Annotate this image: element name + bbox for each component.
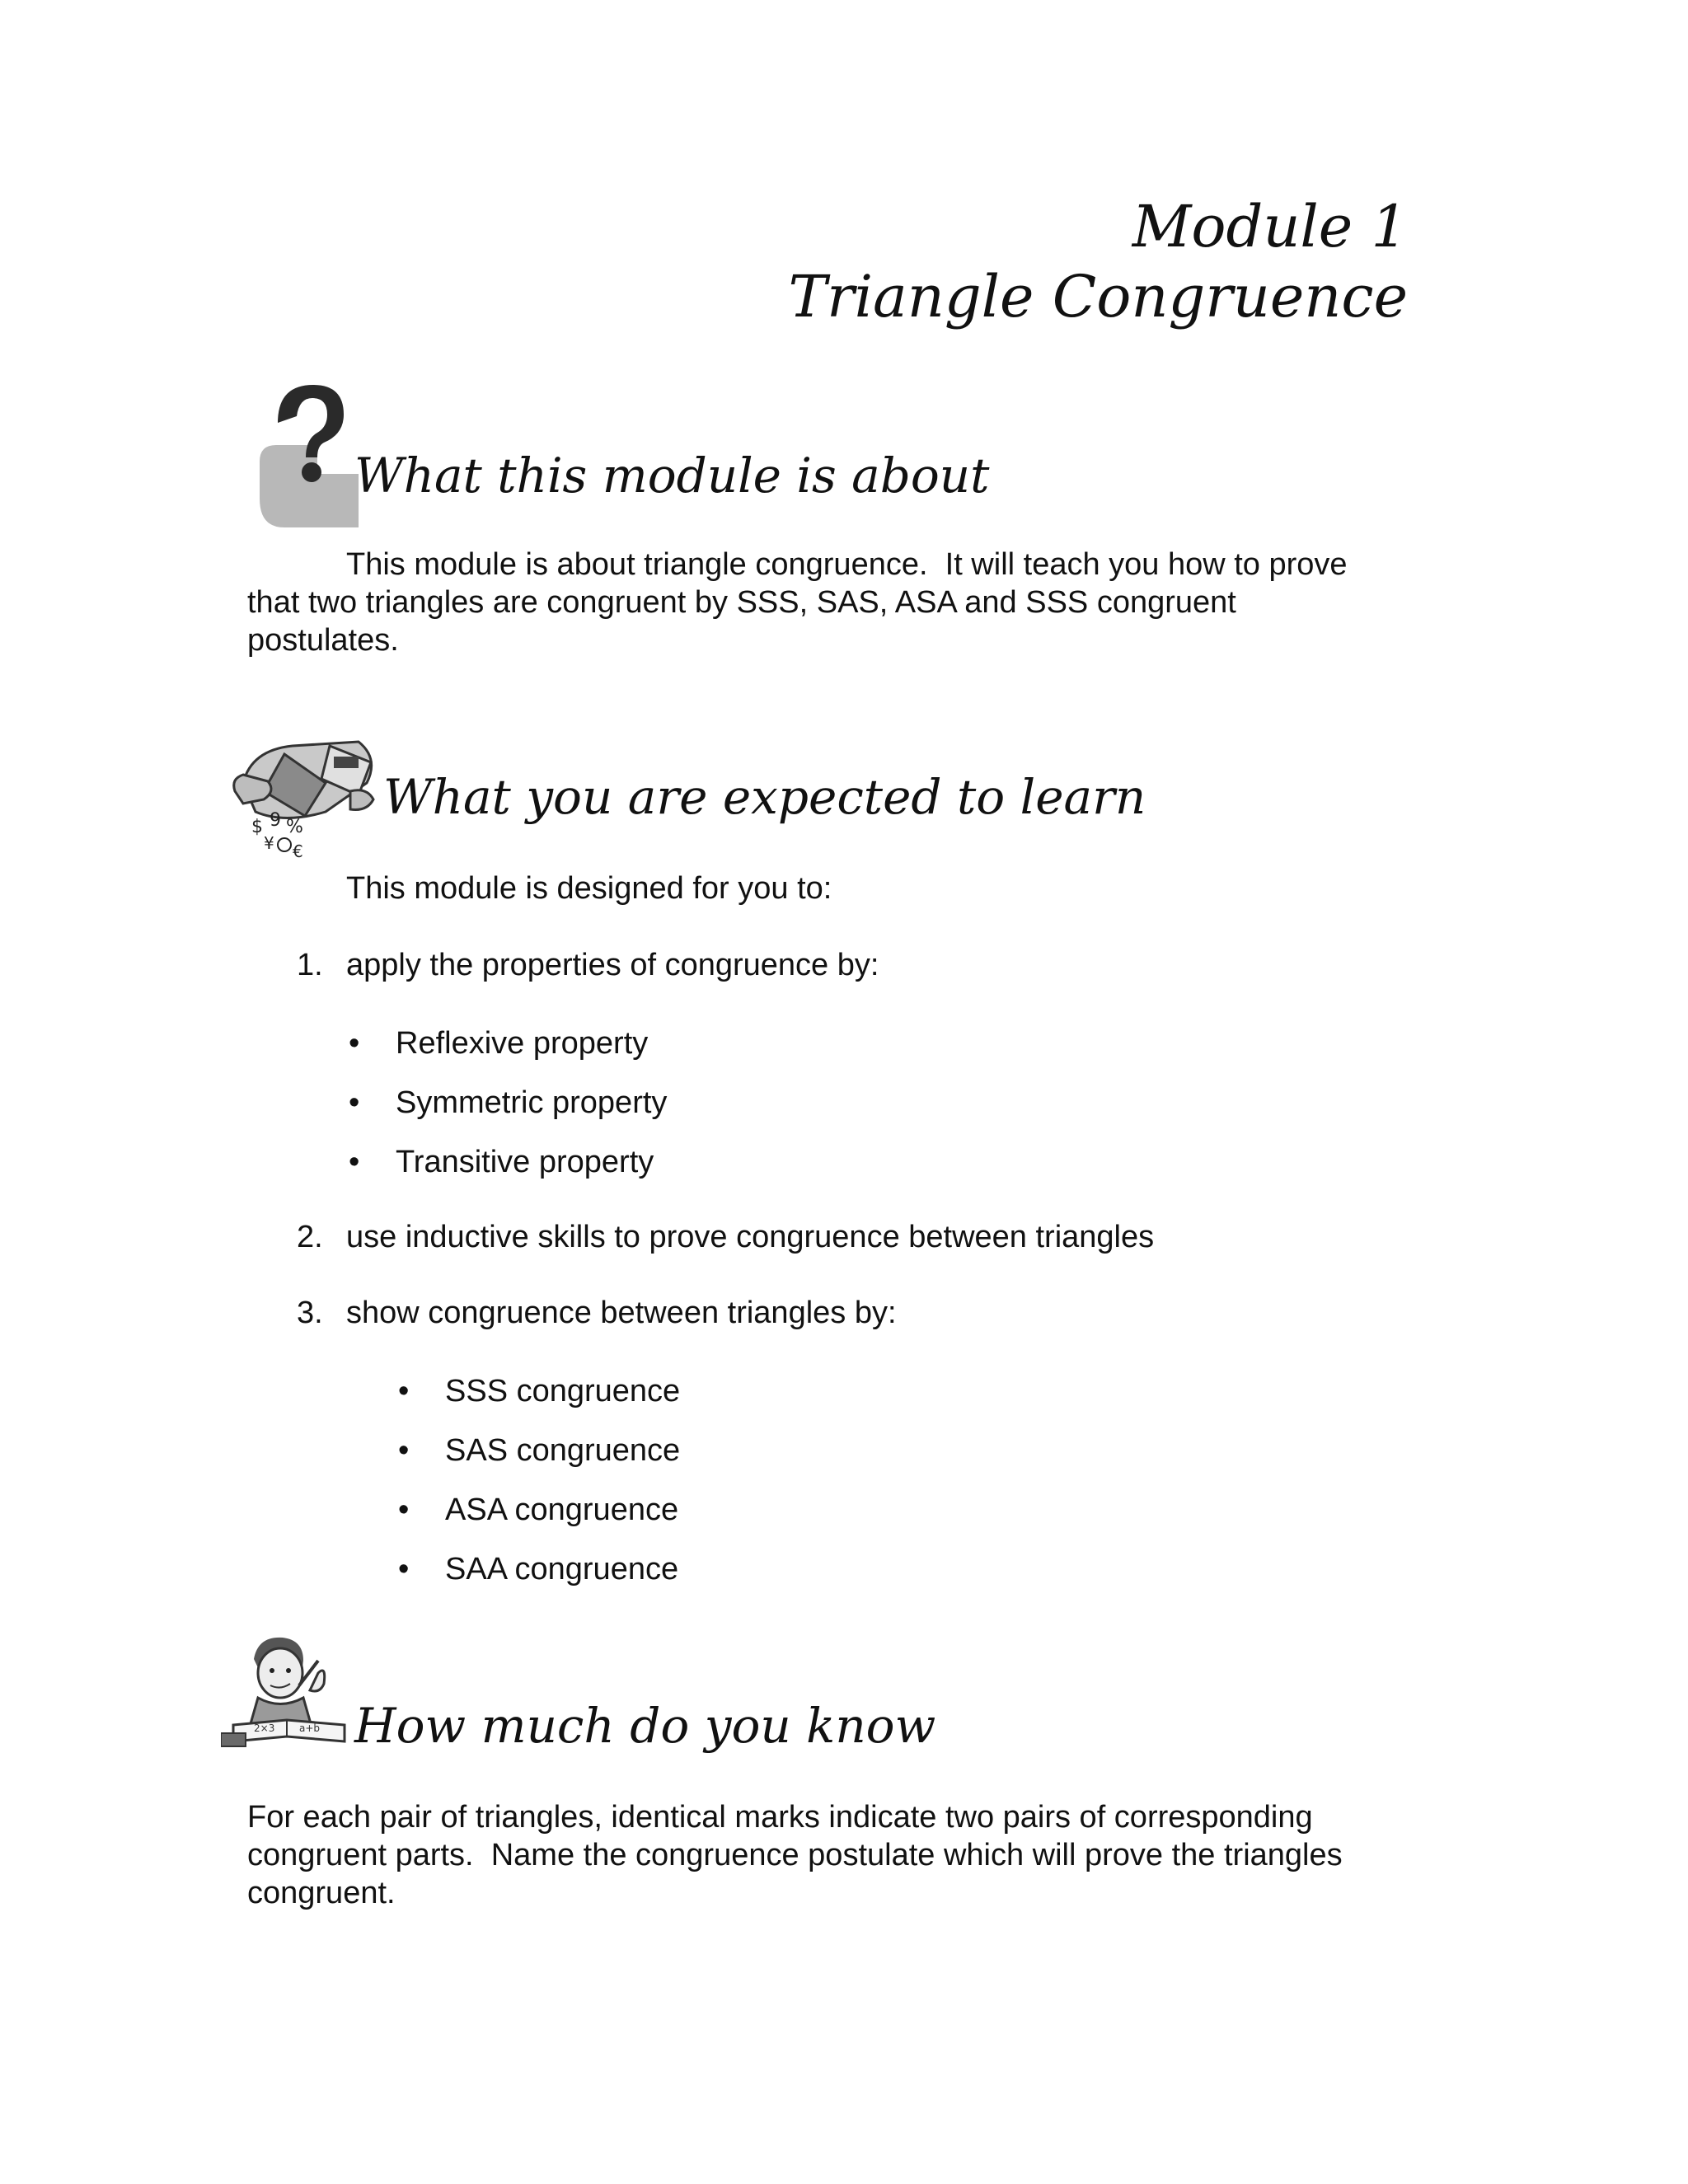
svg-text:¥: ¥ xyxy=(264,833,274,853)
know-paragraph xyxy=(247,1798,1451,1912)
item-1-bullet-2: • Symmetric property xyxy=(396,1084,667,1122)
svg-text:€: € xyxy=(293,841,303,861)
item-1-text: apply the properties of congruence by: xyxy=(346,948,879,982)
know-heading: How much do you know xyxy=(354,1698,936,1754)
svg-text:%: % xyxy=(286,817,303,837)
question-mark-icon xyxy=(251,375,367,532)
item-1-bullet-1: • Reflexive property xyxy=(396,1024,648,1062)
know-line-3: congruent. xyxy=(247,1876,396,1910)
about-paragraph xyxy=(247,546,1451,659)
about-line-2: that two triangles are congruent by SSS, SAS, ASA and SSS congruent xyxy=(247,585,1236,620)
item-1-bullet-3: • Transitive property xyxy=(396,1143,654,1181)
item-3-bullet-4: • SAA congruence xyxy=(445,1550,678,1588)
know-line-2: congruent parts. Name the congruence postulate which will prove the triangles xyxy=(247,1838,1343,1872)
item-3-text: show congruence between triangles by: xyxy=(346,1296,897,1330)
item-3-bullet-3: • ASA congruence xyxy=(445,1491,678,1529)
svg-text:9: 9 xyxy=(270,810,281,831)
item-3-bullet-1: • SSS congruence xyxy=(445,1372,680,1410)
student-thinking-icon xyxy=(221,1628,353,1760)
about-line-3: postulates. xyxy=(247,623,399,658)
expected-heading: What you are expected to learn xyxy=(383,769,1146,825)
item-2-text: use inductive skills to prove congruence between triangles xyxy=(346,1220,1155,1254)
about-heading: What this module is about xyxy=(354,448,990,504)
know-line-1: For each pair of triangles, identical marks indicate two pairs of corresponding xyxy=(247,1800,1313,1835)
item-1-number: 1. xyxy=(297,948,323,982)
item-3-number: 3. xyxy=(297,1296,323,1330)
svg-text:a+b: a+b xyxy=(299,1722,321,1734)
svg-text:2×3: 2×3 xyxy=(254,1722,275,1734)
item-3-bullet-2: • SAS congruence xyxy=(445,1432,680,1469)
module-label: Module 1 xyxy=(1132,193,1408,260)
item-2-number: 2. xyxy=(297,1220,323,1254)
about-line-1: This module is about triangle congruence. It will teach you how to prove xyxy=(346,547,1348,582)
expected-intro: This module is designed for you to: xyxy=(346,871,832,906)
calculator-hands-icon xyxy=(227,733,383,865)
svg-text:$: $ xyxy=(251,817,263,837)
module-title: Triangle Congruence xyxy=(788,263,1408,330)
